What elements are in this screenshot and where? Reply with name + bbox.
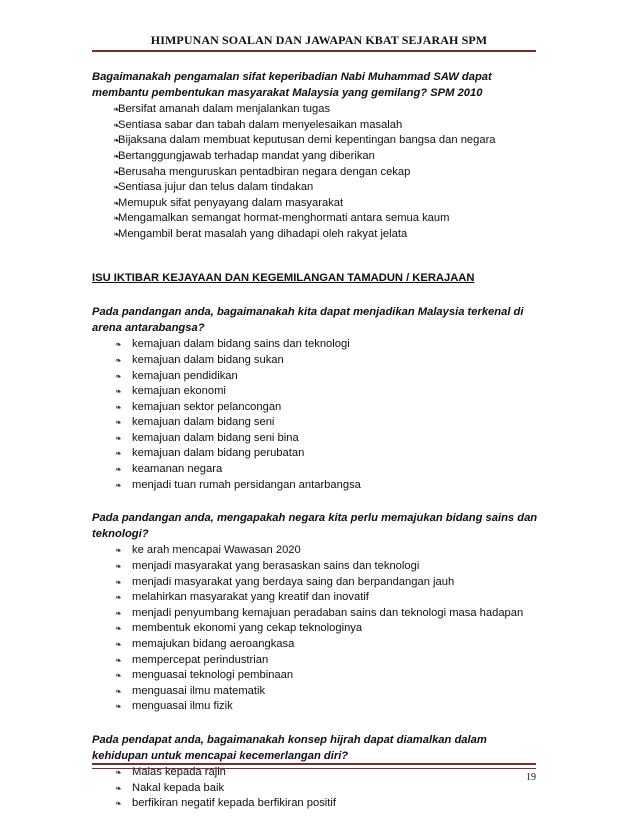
list-item-text: Mengamalkan semangat hormat-menghormati antara semua kaum — [118, 212, 450, 225]
answer-list-1 — [92, 102, 538, 242]
bullet-icon: ❧ — [115, 655, 122, 665]
list-item-text: kemajuan dalam bidang sukan — [132, 353, 284, 366]
list-item-text: Bertanggungjawab terhadap mandat yang diberikan — [118, 149, 375, 162]
list-item — [92, 227, 538, 243]
bullet-icon: ❧ — [115, 799, 122, 809]
bullet-icon: ❧ — [115, 577, 122, 587]
list-item-text: menguasai ilmu matematik — [132, 684, 266, 697]
bullet-icon: ❧ — [115, 783, 122, 793]
footer-rule — [92, 763, 536, 765]
list-item-text: Sentiasa sabar dan tabah dalam menyelesaikan masalah — [118, 118, 403, 131]
bullet-icon: ❧ — [115, 562, 122, 572]
list-item — [92, 118, 538, 134]
list-item-text: menguasai teknologi pembinaan — [132, 669, 294, 682]
bullet-icon: ❧ — [115, 340, 122, 350]
list-item — [92, 684, 538, 700]
list-item — [92, 369, 538, 385]
bullet-icon: ❧ — [113, 198, 120, 208]
list-item — [92, 165, 538, 181]
question-3: Pada pandangan anda, mengapakah negara kita perlu memajukan bidang sains dan teknologi? — [92, 512, 538, 540]
answer-list-3 — [92, 543, 538, 715]
header-rule — [92, 50, 536, 52]
list-item-text: menjadi masyarakat yang berdaya saing dan berpandangan jauh — [132, 575, 455, 588]
bullet-icon: ❧ — [115, 465, 122, 475]
list-item — [92, 575, 538, 591]
bullet-icon: ❧ — [113, 151, 120, 161]
list-item — [92, 606, 538, 622]
list-item-text: Nakal kepada baik — [132, 781, 225, 794]
list-item — [92, 559, 538, 575]
list-item-text: Memupuk sifat penyayang dalam masyarakat — [118, 196, 344, 209]
list-item — [92, 699, 538, 715]
bullet-icon: ❧ — [113, 214, 120, 224]
list-item — [92, 337, 538, 353]
bullet-icon: ❧ — [115, 608, 122, 618]
list-item-text: Malas kepada rajin — [132, 766, 226, 779]
bullet-icon: ❧ — [115, 371, 122, 381]
page-number: 19 — [526, 772, 536, 783]
list-item — [92, 590, 538, 606]
list-item — [92, 637, 538, 653]
bullet-icon: ❧ — [115, 593, 122, 603]
bullet-icon: ❧ — [115, 671, 122, 681]
list-item-text: kemajuan pendidikan — [132, 369, 238, 382]
bullet-icon: ❧ — [113, 136, 120, 146]
list-item-text: menguasai ilmu fizik — [132, 700, 233, 713]
list-item — [92, 196, 538, 212]
list-item-text: membentuk ekonomi yang cekap teknologinya — [132, 622, 363, 635]
list-item — [92, 102, 538, 118]
footer-rule-thin — [92, 768, 536, 769]
answer-list-4 — [92, 765, 538, 812]
list-item — [92, 384, 538, 400]
list-item-text: Bersifat amanah dalam menjalankan tugas — [118, 103, 331, 116]
list-item-text: keamanan negara — [132, 463, 223, 476]
list-item — [92, 353, 538, 369]
list-item-text: kemajuan dalam bidang seni — [132, 416, 275, 429]
bullet-icon: ❧ — [115, 387, 122, 397]
bullet-icon: ❧ — [115, 624, 122, 634]
bullet-icon: ❧ — [115, 686, 122, 696]
list-item — [92, 621, 538, 637]
question-1: Bagaimanakah pengamalan sifat keperibadian Nabi Muhammad SAW dapat membantu pembentukan masyarakat Malaysia yang gemilang? SPM 2010 — [92, 71, 492, 99]
bullet-icon: ❧ — [115, 768, 122, 778]
bullet-icon: ❧ — [115, 640, 122, 649]
list-item-text: menjadi tuan rumah persidangan antarbangsa — [132, 478, 361, 491]
list-item-text: menjadi penyumbang kemajuan peradaban sains dan teknologi masa hadapan — [132, 606, 524, 619]
section-title: ISU IKTIBAR KEJAYAAN DAN KEGEMILANGAN TAMADUN / KERAJAAN — [92, 271, 475, 284]
list-item — [92, 431, 538, 447]
list-item — [92, 668, 538, 684]
bullet-icon: ❧ — [115, 449, 122, 459]
list-item-text: menjadi masyarakat yang berasaskan sains dan teknologi — [132, 560, 420, 573]
bullet-icon: ❧ — [113, 183, 120, 193]
page-content — [92, 70, 538, 812]
list-item-text: melahirkan masyarakat yang kreatif dan inovatif — [132, 591, 369, 604]
list-item — [92, 462, 538, 478]
bullet-icon: ❧ — [113, 105, 120, 115]
list-item — [92, 543, 538, 559]
bullet-icon: ❧ — [115, 418, 122, 428]
bullet-icon: ❧ — [115, 402, 122, 412]
answer-list-2 — [92, 337, 538, 493]
list-item-text: mempercepat perindustrian — [132, 653, 269, 666]
question-2: Pada pandangan anda, bagaimanakah kita dapat menjadikan Malaysia terkenal di arena antarabangsa? — [92, 306, 524, 334]
list-item — [92, 149, 538, 165]
bullet-icon: ❧ — [113, 120, 120, 130]
list-item-text: kemajuan sektor pelancongan — [132, 400, 282, 413]
list-item-text: kemajuan dalam bidang seni bina — [132, 431, 299, 444]
bullet-icon: ❧ — [115, 546, 122, 556]
bullet-icon: ❧ — [115, 480, 122, 490]
bullet-icon: ❧ — [113, 229, 120, 239]
bullet-icon: ❧ — [115, 433, 122, 443]
bullet-icon: ❧ — [115, 702, 122, 712]
list-item — [92, 180, 538, 196]
list-item — [92, 781, 538, 797]
list-item-text: kemajuan dalam bidang sains dan teknologi — [132, 338, 350, 351]
list-item-text: memajukan bidang aeroangkasa — [132, 638, 295, 650]
list-item-text: ke arah mencapai Wawasan 2020 — [132, 544, 301, 557]
list-item — [92, 478, 538, 494]
list-item — [92, 400, 538, 416]
list-item-text: kemajuan dalam bidang perubatan — [132, 447, 305, 460]
list-item-text: Sentiasa jujur dan telus dalam tindakan — [118, 181, 314, 194]
list-item — [92, 653, 538, 669]
list-item-text: Mengambil berat masalah yang dihadapi oleh rakyat jelata — [118, 227, 408, 240]
page-header-title: HIMPUNAN SOALAN DAN JAWAPAN KBAT SEJARAH SPM — [150, 33, 488, 47]
list-item-text: Berusaha menguruskan pentadbiran negara dengan cekap — [118, 165, 411, 178]
list-item-text: Bijaksana dalam membuat keputusan demi kepentingan bangsa dan negara — [118, 134, 496, 147]
bullet-icon: ❧ — [115, 355, 122, 365]
list-item — [92, 796, 538, 812]
list-item — [92, 211, 538, 227]
list-item-text: kemajuan ekonomi — [132, 385, 226, 398]
list-item — [92, 133, 538, 149]
list-item — [92, 446, 538, 462]
question-4: Pada pendapat anda, bagaimanakah konsep hijrah dapat diamalkan dalam kehidupan untuk mencapai kecemerlangan diri? — [92, 733, 487, 762]
bullet-icon: ❧ — [113, 167, 120, 177]
list-item-text: berfikiran negatif kepada berfikiran positif — [132, 797, 336, 810]
list-item — [92, 415, 538, 431]
